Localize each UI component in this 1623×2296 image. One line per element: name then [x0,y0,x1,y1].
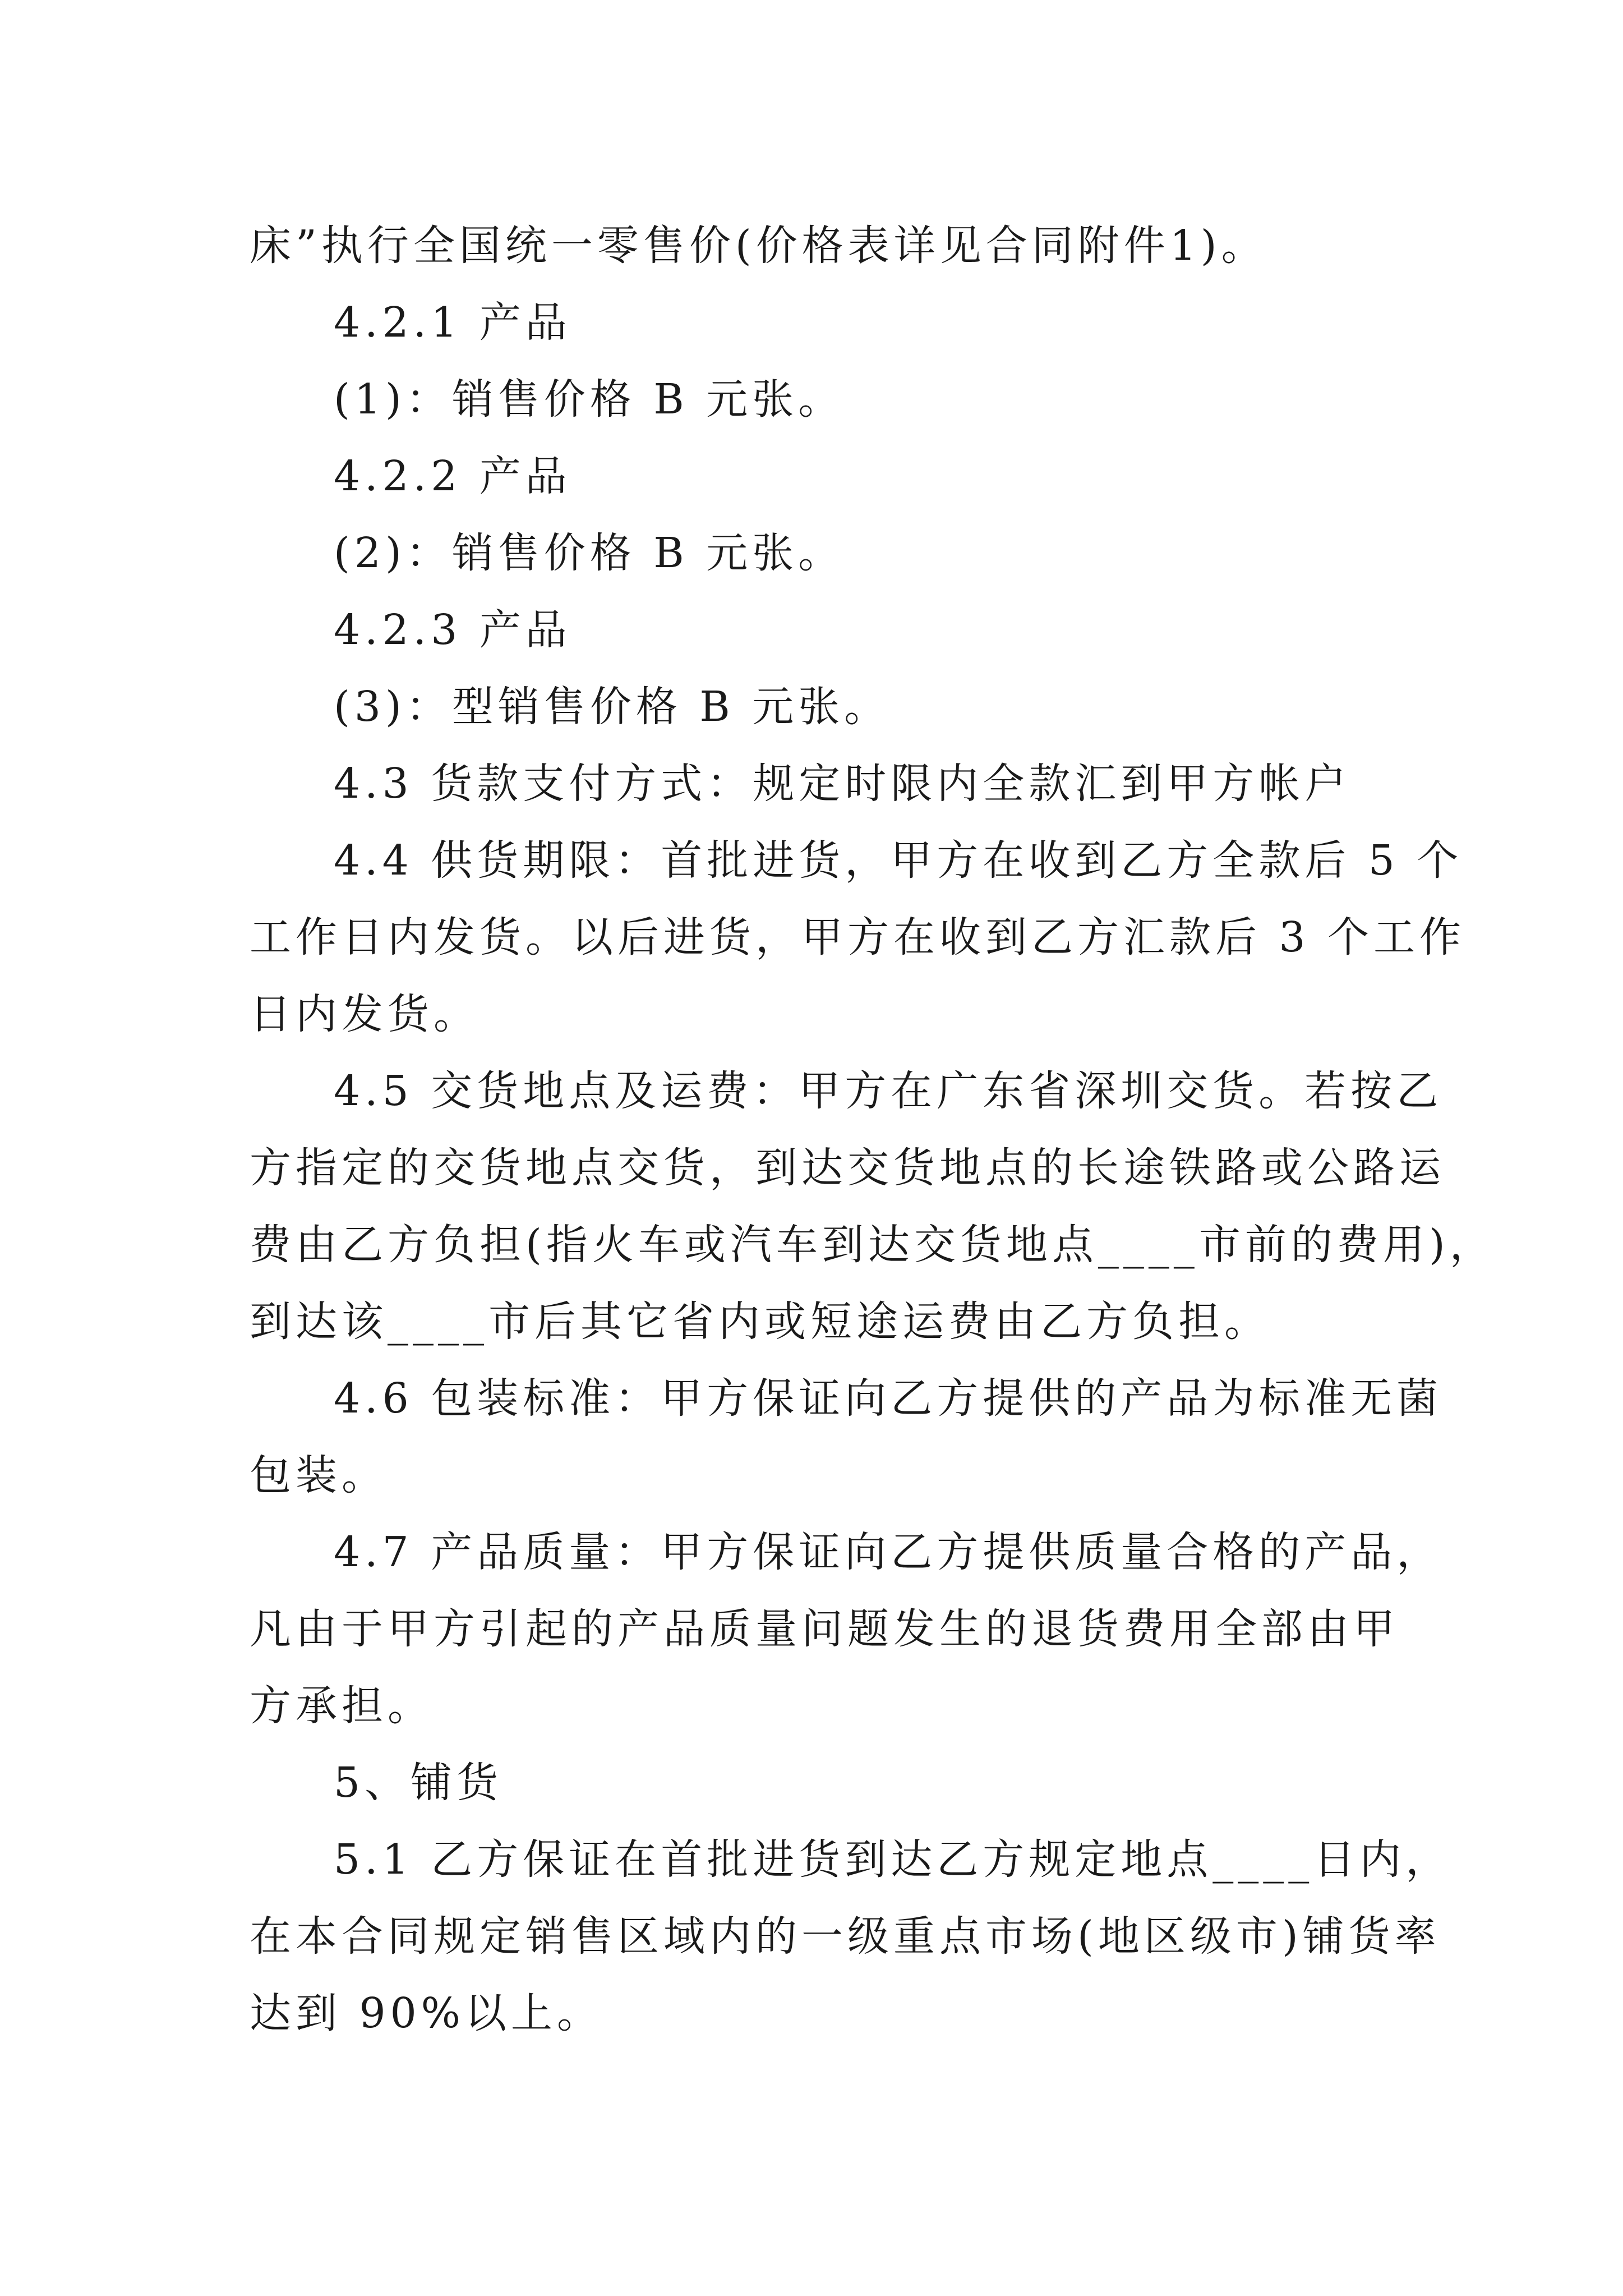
paragraph-5-1 [250,1821,1452,2052]
text-line: 工作日内发货。以后进货，甲方在收到乙方汇款后 3 个工作 [250,913,1466,961]
text-line: 费由乙方负担(指火车或汽车到达交货地点____市前的费用)， [250,1221,1496,1269]
text-line: 4.5 交货地点及运费：甲方在广东省深圳交货。若按乙 [334,1067,1443,1115]
text-line: 到达该____市后其它省内或短途运费由乙方负担。 [250,1297,1270,1346]
text-line: 达到 90%以上。 [250,1989,603,2037]
paragraph-4-2-2-price [250,515,1438,592]
text-line: 包装。 [250,1451,388,1499]
text-line: 方承担。 [250,1682,434,1730]
text-line: (2)：销售价格 B 元张。 [334,529,845,577]
text-line: 4.2.2 产品 [334,452,571,500]
paragraph-4-2-1 [250,284,1438,361]
text-line: 5.1 乙方保证在首批进货到达乙方规定地点____日内， [334,1835,1452,1884]
text-line: 凡由于甲方引起的产品质量问题发生的退货费用全部由甲 [250,1605,1399,1653]
text-line: 4.4 供货期限：首批进货，甲方在收到乙方全款后 5 个 [334,836,1463,885]
text-line: 4.2.3 产品 [334,606,571,654]
text-line: 床”执行全国统一零售价(价格表详见合同附件1)。 [250,222,1267,270]
paragraph-4-2-3-price [250,669,1438,746]
paragraph-4-4 [250,822,1466,1053]
text-line: 5、铺货 [334,1759,503,1807]
paragraph-4-5 [250,1053,1496,1360]
paragraph-4-3 [250,746,1438,822]
paragraph-4-2-2 [250,438,1438,515]
text-line: 4.7 产品质量：甲方保证向乙方提供质量合格的产品， [334,1528,1443,1576]
paragraph-intro [250,208,1438,284]
paragraph-4-2-3 [250,592,1438,669]
paragraph-5-heading [250,1745,1438,1821]
paragraph-4-7 [250,1514,1443,1745]
text-line: 4.2.1 产品 [334,298,571,347]
text-line: 方指定的交货地点交货，到达交货地点的长途铁路或公路运 [250,1144,1445,1192]
text-line: 在本合同规定销售区域内的一级重点市场(地区级市)铺货率 [250,1912,1441,1961]
document-body [250,208,1496,2052]
text-line: (1)：销售价格 B 元张。 [334,375,845,424]
paragraph-4-2-1-price [250,361,1438,438]
text-line: 4.3 货款支付方式：规定时限内全款汇到甲方帐户 [334,760,1351,808]
text-line: 日内发货。 [250,990,479,1038]
text-line: 4.6 包装标准：甲方保证向乙方提供的产品为标准无菌 [334,1374,1443,1423]
paragraph-4-6 [250,1360,1443,1514]
text-line: (3)：型销售价格 B 元张。 [334,683,891,731]
